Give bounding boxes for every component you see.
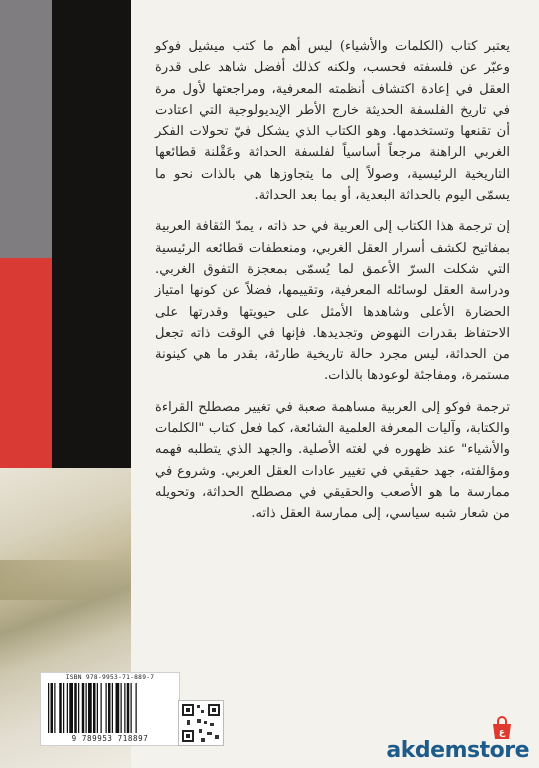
qr-code-icon [178, 700, 224, 746]
barcode-bar [93, 683, 96, 733]
barcode-bars [47, 683, 173, 733]
barcode-bar [69, 683, 73, 733]
blurb-paragraph-2: إن ترجمة هذا الكتاب إلى العربية في حد ذاته ، يمدّ الثقافة العربية بمفاتيح لكشف أسرار العقل الغربي، ومنعطفات قطائعه الرئيسية التي شكلت السرّ الأعمق لما يُسمّى بمعجزة التفوق الغربي. ودراسة العقل لوسائله المعرفية، وتقييمها، فضلاً عن كونها امتياز الحضارة الأعلى وشاهدها الأمثل على حيويتها وقدرتها على الاحتفاظ بقدرات النهوض وتجديدها. فإنها في الوقت ذاته تجعل من الحداثة، ليس مجرد حالة تاريخية طارئة، بقدر ما هي كينونة مستمرة، ومفاجئة لوعودها بالذات. [155, 219, 510, 384]
barcode-bar [116, 683, 120, 733]
blurb-paragraph-3: ترجمة فوكو إلى العربية مساهمة صعبة في تغيير مصطلح القراءة والكتابة، وآليات المعرفة العلمية الشائعة، كما فعل كتاب "الكلمات والأشياء" عند ظهوره في لغته الأصلية. والجهد الذي يتطلبه فهمه ومؤالفته، جهد حقيقي في تغيير عادات العقل العربي. وشروع في ممارسة ما هو الأصعب والحقيقي في مصطلح الحداثة، وتحويله من شعار شبه سياسي، إلى ممارسة العقل ذاته. [155, 399, 510, 522]
barcode-bar [136, 683, 137, 733]
barcode-bar [59, 683, 62, 733]
barcode-bar [127, 683, 130, 733]
barcode-bar [82, 683, 85, 733]
store-name: akdemstore [386, 738, 529, 763]
barcode-bar [131, 683, 132, 733]
barcode-bar [106, 683, 107, 733]
barcode-bar [51, 683, 54, 733]
blurb-paragraph-1: يعتبر كتاب (الكلمات والأشياء) ليس أهم ما كتب ميشيل فوكو وعبّر عن فلسفته فحسب، ولكنه كذلك أفضل شاهد على قدرة العقل في إعادة اكتشاف أنظمته المعرفية، ومراجعتها لأول مرة في تاريخ الفلسفة الحديثة خارج الأطر الإيديولوجية التي اعتادت أن تقنعها وتستخدمها. وهو الكتاب الذي يشكل فيّ تحولات الفكر الغربي الراهنة مرجعاً أساسياً لفلسفة الحداثة وعَقْلنة قطائعها التاريخية الرئيسية، وصولاً إلى ما يتجاوزها هي بالذات نحو ما يسمّى اليوم بالحداثة البعدية، أو بما بعد الحداثة. [155, 39, 510, 204]
paper-streak [0, 560, 131, 600]
barcode-bar [86, 683, 87, 733]
akdemstore-logo [379, 716, 529, 762]
black-color-band [52, 0, 131, 468]
isbn-label: ISBN 978-9953-71-889-7 [65, 674, 155, 681]
barcode-bar [112, 683, 113, 733]
barcode-bar [108, 683, 111, 733]
blurb-text [155, 36, 510, 525]
barcode-bar [121, 683, 122, 733]
barcode-bar [78, 683, 79, 733]
red-color-band [0, 258, 52, 468]
barcode-bar [63, 683, 64, 733]
barcode-bar [54, 683, 55, 733]
barcode-bar [97, 683, 98, 733]
barcode-bar [74, 683, 77, 733]
barcode-digits: 9 789953 718897 [71, 734, 149, 743]
barcode-bar [124, 683, 125, 733]
book-bag-icon [491, 716, 513, 740]
barcode-bar [48, 683, 49, 733]
barcode-bar [88, 683, 92, 733]
svg-text:ع: ع [498, 728, 506, 738]
gray-color-band [0, 0, 52, 258]
barcode-bar [67, 683, 68, 733]
isbn-barcode [40, 672, 180, 746]
barcode-bar [101, 683, 102, 733]
